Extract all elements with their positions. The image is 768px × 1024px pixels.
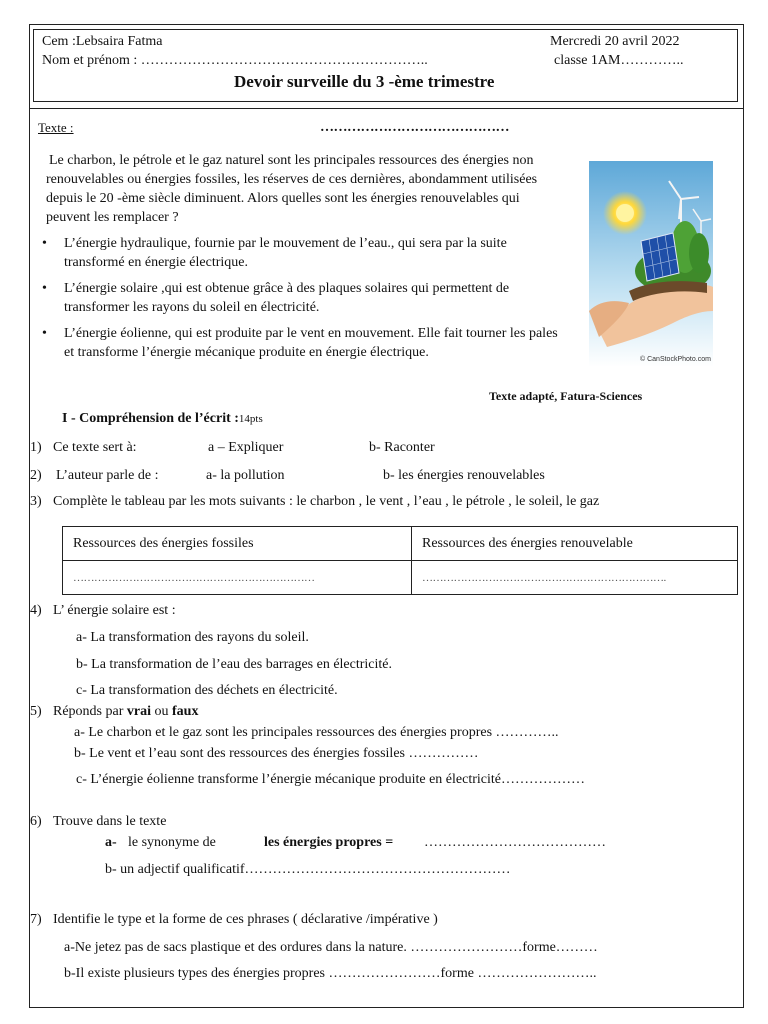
list-item: • L’énergie éolienne, qui est produite par le vent en mouvement. Elle fait tourner les pales et transforme l’énergie mécanique produite en énergie électrique. [38, 325, 563, 362]
q2-number: 2) [30, 468, 42, 483]
section-title: I - Compréhension de l’écrit :14pts [62, 411, 263, 426]
fossil-answer-cell[interactable]: …………………………………………………………… [63, 561, 412, 595]
list-item: • L’énergie hydraulique, fournie par le mouvement de l’eau., qui sera par la suite transformé en énergie électrique. [38, 235, 563, 272]
text-source: Texte adapté, Fatura-Sciences [489, 389, 643, 403]
q1-option-a[interactable]: a – Expliquer [208, 440, 284, 455]
renewable-energy-image [589, 161, 713, 367]
q1-option-b[interactable]: b- Raconter [369, 440, 435, 455]
q2-text: L’auteur parle de : [56, 468, 159, 483]
q3-number: 3) [30, 494, 42, 509]
q4-number: 4) [30, 603, 42, 618]
q6-a-answer[interactable]: ………………………………… [424, 835, 606, 850]
q4-option-a[interactable]: a- La transformation des rayons du soleil. [76, 630, 309, 645]
q6-a-text: le synonyme de [128, 835, 216, 850]
renewable-answer-cell[interactable]: ……………………………………………………………. [412, 561, 738, 595]
q6-a-label: a- [105, 835, 117, 850]
student-name-field[interactable]: Nom et prénom : …………………………………………………….. [42, 53, 428, 68]
resources-table [62, 526, 738, 595]
q5-statement-b[interactable]: b- Le vent et l’eau sont des ressources des énergies fossiles …………… [74, 746, 479, 761]
q4-option-c[interactable]: c- La transformation des déchets en électricité. [76, 683, 338, 698]
page-title: Devoir surveille du 3 -ème trimestre [234, 72, 495, 91]
q6-b-answer[interactable]: b- un adjectif qualificatif………………………………………………… [105, 862, 511, 877]
q7-sentence-a[interactable]: a-Ne jetez pas de sacs plastique et des ordures dans la nature. ……………………forme……… [64, 940, 598, 955]
q1-number: 1) [30, 440, 42, 455]
table-header-renewable: Ressources des énergies renouvelable [412, 527, 738, 561]
q5-statement-c[interactable]: c- L’énergie éolienne transforme l’énergie mécanique produite en électricité……………… [76, 772, 585, 787]
q4-option-b[interactable]: b- La transformation de l’eau des barrages en électricité. [76, 657, 393, 672]
q5-text: Réponds par vrai ou faux [53, 704, 199, 719]
intro-paragraph: Le charbon, le pétrole et le gaz naturel sont les principales ressources des énergies non renouvelables ou énergies fossiles, les réserves de ces dernières, abondamment utilisées depuis le 20 -ème siècle diminuent. Alors quelles sont les énergies renouvelables qui peuvent les remplacer ? [46, 153, 538, 225]
q7-sentence-b[interactable]: b-Il existe plusieurs types des énergies propres ……………………forme …………………….. [64, 966, 597, 981]
texte-label: Texte : [38, 120, 74, 135]
q7-text: Identifie le type et la forme de ces phrases ( déclarative /impérative ) [53, 912, 438, 927]
q1-text: Ce texte sert à: [53, 440, 137, 455]
list-item: • L’énergie solaire ,qui est obtenue grâce à des plaques solaires qui permettent de transformer les rayons du soleil en électricité. [38, 280, 563, 317]
q6-a-term: les énergies propres = [264, 835, 394, 850]
school-name: Cem :Lebsaira Fatma [42, 34, 163, 49]
table-row [63, 527, 738, 561]
divider [29, 108, 744, 109]
energy-list [38, 235, 563, 370]
q2-option-b[interactable]: b- les énergies renouvelables [383, 468, 545, 483]
texte-title-blank[interactable]: …………………………………… [320, 120, 509, 135]
q5-number: 5) [30, 704, 42, 719]
q5-statement-a[interactable]: a- Le charbon et le gaz sont les principales ressources des énergies propres ………….. [74, 725, 559, 740]
exam-date: Mercredi 20 avril 2022 [550, 34, 680, 49]
q6-text: Trouve dans le texte [53, 814, 167, 829]
q6-number: 6) [30, 814, 42, 829]
q7-number: 7) [30, 912, 42, 927]
class-field[interactable]: classe 1AM………….. [554, 53, 684, 68]
q2-option-a[interactable]: a- la pollution [206, 468, 285, 483]
table-row [63, 561, 738, 595]
table-header-fossil: Ressources des énergies fossiles [63, 527, 412, 561]
image-credit: © CanStockPhoto.com [640, 356, 711, 363]
q4-text: L’ énergie solaire est : [53, 603, 176, 618]
q3-text: Complète le tableau par les mots suivants : le charbon , le vent , l’eau , le pétrole , le soleil, le gaz [53, 494, 600, 509]
